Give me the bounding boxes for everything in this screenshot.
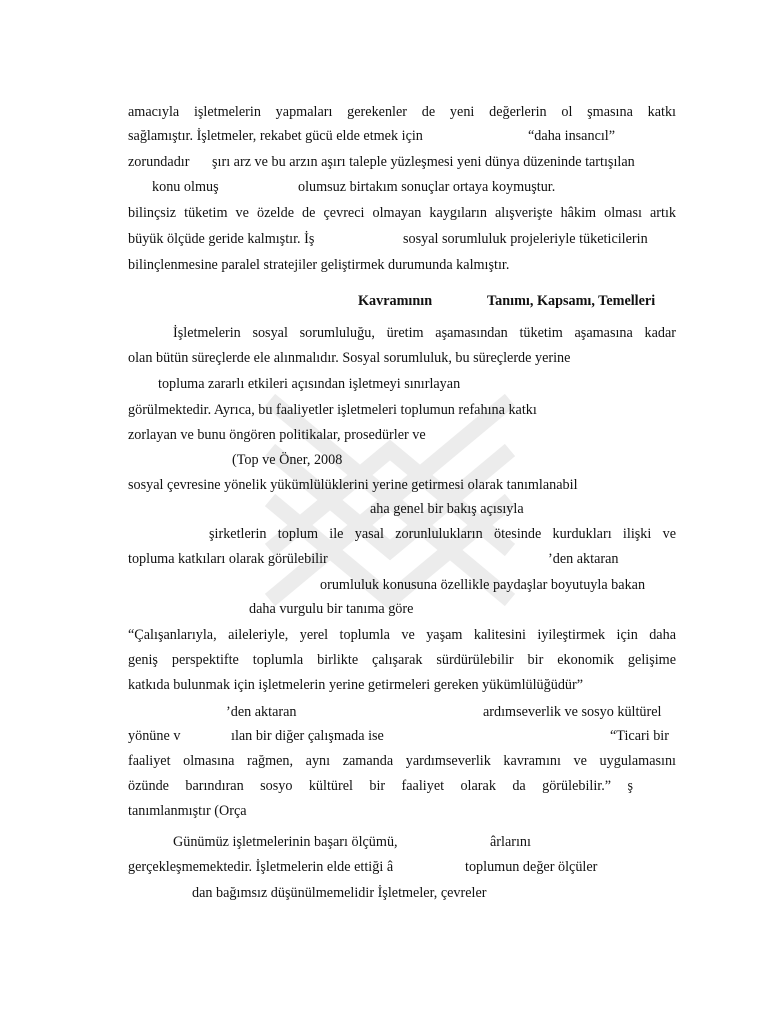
text-line: faaliyet olmasına rağmen, aynı zamanda yardımseverlik kavramını ve uygulamasını [128, 753, 676, 769]
text-line: şirketlerin toplum ile yasal zorunlulukların ötesinde kurdukları ilişki ve [209, 526, 676, 542]
text-line: ’den aktaran [548, 551, 619, 567]
text-line: olumsuz birtakım sonuçlar ortaya koymuştur. [298, 179, 556, 195]
text-line: aha genel bir bakış açısıyla [370, 501, 524, 517]
text-line: sosyal sorumluluk projeleriyle tüketicilerin [403, 231, 648, 247]
text-line: İşletmelerin sosyal sorumluluğu, üretim aşamasından tüketim aşamasına kadar [173, 325, 676, 341]
text-line: konu olmuş [152, 179, 219, 195]
text-line: topluma zararlı etkileri açısından işletmeyi sınırlayan [158, 376, 461, 392]
text-line: topluma katkıları olarak görülebilir [128, 551, 328, 567]
text-line: (Top ve Öner, 2008 [232, 452, 343, 468]
text-line: ardımseverlik ve sosyo kültürel [483, 704, 662, 720]
text-line: dan bağımsız düşünülmemelidir İşletmeler, çevreler [192, 885, 487, 901]
text-line: “Çalışanlarıyla, aileleriyle, yerel toplumla ve yaşam kalitesini iyileştirmek için daha [128, 627, 676, 643]
text-line: “Ticari bir [610, 728, 669, 744]
text-line: ılan bir diğer çalışmada ise [231, 728, 384, 744]
text-line: olan bütün süreçlerde ele alınmalıdır. Sosyal sorumluluk, bu süreçlerde yerine [128, 350, 571, 366]
text-line: şırı arz ve bu arzın aşırı taleple yüzleşmesi yeni dünya düzeninde tartışılan [212, 154, 635, 170]
text-line: ârlarını [490, 834, 531, 850]
text-line: özünde barındıran sosyo kültürel bir faaliyet olarak da görülebilir.” ş [128, 778, 633, 794]
text-line: geniş perspektifte toplumla birlikte çalışarak sürdürülebilir bir ekonomik gelişime [128, 652, 676, 668]
text-line: görülmektedir. Ayrıca, bu faaliyetler işletmeleri toplumun refahına katkı [128, 402, 537, 418]
text-line: sosyal çevresine yönelik yükümlülüklerini yerine getirmesi olarak tanımlanabil [128, 477, 578, 493]
text-line: toplumun değer ölçüler [465, 859, 598, 875]
text-line: ’den aktaran [226, 704, 297, 720]
text-line: Günümüz işletmelerinin başarı ölçümü, [173, 834, 398, 850]
text-line: büyük ölçüde geride kalmıştır. İş [128, 231, 315, 247]
text-line: bilinçsiz tüketim ve özelde de çevreci olmayan kaygıların alışverişte hâkim olması artık [128, 205, 676, 221]
text-line: tanımlanmıştır (Orça [128, 803, 247, 819]
text-line: orumluluk konusuna özellikle paydaşlar boyutuyla bakan [320, 577, 646, 593]
section-heading-part: Kavramının [358, 293, 433, 309]
text-line: katkıda bulunmak için işletmelerin yerine getirmeleri gereken yükümlülüğüdür” [128, 677, 584, 693]
section-heading-part: Tanımı, Kapsamı, Temelleri [487, 293, 656, 309]
text-line: amacıyla işletmelerin yapmaları gerekenler de yeni değerlerin ol şmasına katkı [128, 104, 676, 120]
text-line: daha vurgulu bir tanıma göre [249, 601, 414, 617]
text-line: zorundadır [128, 154, 190, 170]
text-line: gerçekleşmemektedir. İşletmelerin elde ettiği â [128, 859, 394, 875]
text-line: “daha insancıl” [528, 128, 616, 144]
text-line: zorlayan ve bunu öngören politikalar, prosedürler ve [128, 427, 426, 443]
text-line: yönüne v [128, 728, 181, 744]
text-line: bilinçlenmesine paralel stratejiler geliştirmek durumunda kalmıştır. [128, 257, 510, 273]
text-line: sağlamıştır. İşletmeler, rekabet gücü elde etmek için [128, 128, 423, 144]
